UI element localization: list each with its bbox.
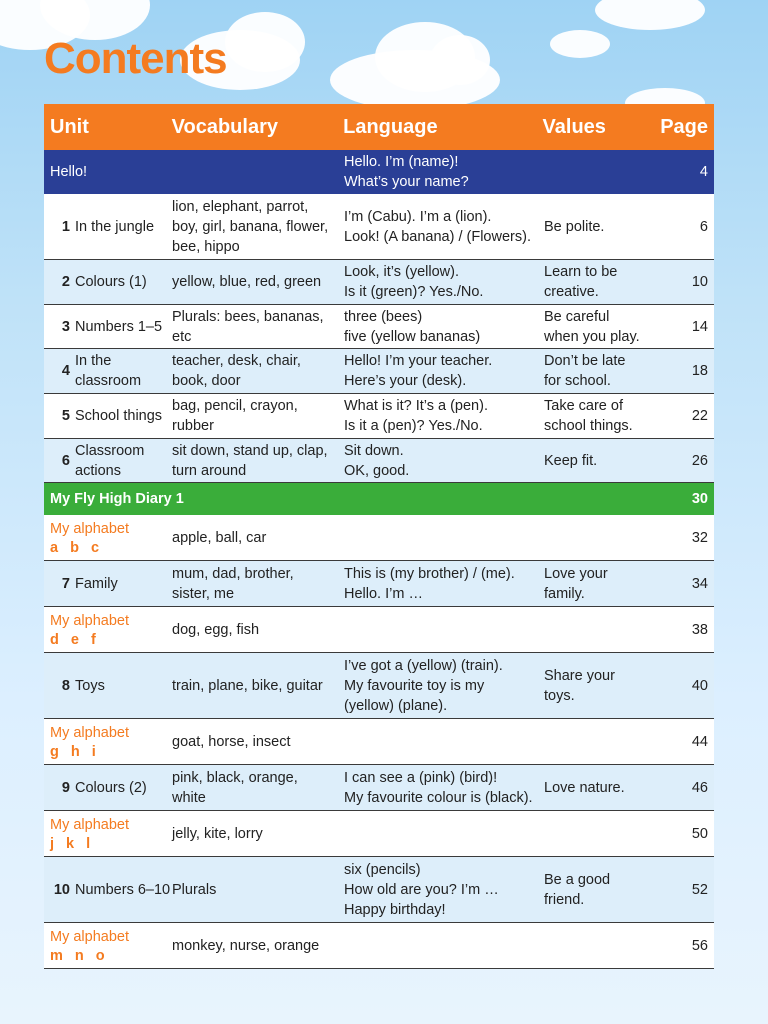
language-cell: six (pencils) How old are you? I’m … Happy birthday!	[344, 861, 499, 918]
unit-name: Colours (2)	[75, 779, 147, 796]
vocabulary-cell: teacher, desk, chair, book, door	[172, 353, 301, 389]
vocabulary-cell: goat, horse, insect	[172, 733, 291, 750]
alphabet-label: My alphabet	[50, 928, 129, 945]
language-cell: This is (my brother) / (me). Hello. I’m …	[344, 565, 515, 602]
page-number: 38	[691, 621, 708, 638]
header-vocabulary: Vocabulary	[171, 115, 278, 138]
unit-name: Hello!	[50, 164, 88, 180]
alphabet-label: My alphabet	[50, 724, 129, 741]
unit-name: In the classroom	[75, 353, 142, 389]
unit-cell	[44, 351, 172, 391]
values-cell: Love your family.	[544, 565, 608, 602]
unit-number: 6	[61, 452, 70, 469]
values-cell: Take care of school things.	[544, 398, 633, 434]
vocabulary-cell: monkey, nurse, orange	[172, 937, 320, 954]
values-cell: Be a good friend.	[544, 871, 611, 908]
unit-number: 9	[61, 779, 70, 796]
page-number: 40	[691, 677, 708, 694]
values-cell: Don’t be late for school.	[544, 353, 626, 389]
table-row	[44, 394, 714, 439]
alphabet-label: My alphabet	[50, 612, 129, 629]
alphabet-label: My alphabet	[50, 816, 129, 833]
language-cell: I’ve got a (yellow) (train). My favourite toy is my (yellow) (plane).	[344, 657, 503, 714]
unit-cell	[44, 217, 172, 237]
page-number: 26	[691, 452, 708, 469]
alphabet-letters: g h i	[50, 743, 100, 760]
values-cell: Be polite.	[544, 218, 605, 235]
vocabulary-cell: mum, dad, brother, sister, me	[172, 565, 294, 602]
unit-cell	[44, 927, 172, 965]
page-number: 6	[699, 218, 708, 235]
alphabet-letters: a b c	[50, 539, 104, 556]
unit-name: School things	[75, 408, 163, 424]
unit-number: 3	[61, 318, 70, 335]
table-row	[44, 349, 714, 394]
vocabulary-cell: train, plane, bike, guitar	[172, 677, 323, 694]
vocabulary-cell: sit down, stand up, clap, turn around	[172, 442, 328, 479]
header-page: Page	[660, 115, 708, 138]
unit-name: In the jungle	[75, 218, 155, 235]
table-row	[44, 653, 714, 719]
cloud	[430, 35, 490, 85]
table-row	[44, 765, 714, 811]
values-cell: Share your toys.	[544, 667, 615, 704]
alphabet-letters: d e f	[50, 631, 100, 648]
table-row	[44, 439, 714, 483]
table-row	[44, 260, 714, 305]
alphabet-letters: m n o	[50, 947, 109, 964]
unit-cell	[44, 406, 172, 426]
cloud	[550, 30, 610, 58]
vocabulary-cell: dog, egg, fish	[172, 621, 260, 638]
unit-number: 10	[53, 881, 70, 898]
language-cell: I can see a (pink) (bird)! My favourite colour is (black).	[344, 769, 533, 806]
table-row	[44, 194, 714, 260]
unit-number: 5	[61, 408, 70, 424]
vocabulary-cell: Plurals: bees, bananas, etc	[172, 308, 324, 345]
page-number: 22	[691, 408, 708, 424]
vocabulary-cell: apple, ball, car	[172, 529, 267, 546]
language-cell: Sit down. OK, good.	[344, 442, 410, 479]
unit-cell	[44, 676, 172, 696]
header-language: Language	[343, 115, 438, 138]
header-values: Values	[542, 115, 606, 138]
unit-number: 1	[61, 218, 70, 235]
table-row	[44, 857, 714, 923]
vocabulary-cell: pink, black, orange, white	[172, 769, 298, 806]
vocabulary-cell: bag, pencil, crayon, rubber	[172, 398, 298, 434]
unit-cell	[44, 441, 172, 481]
table-row	[44, 305, 714, 349]
table-row	[44, 607, 714, 653]
values-cell: Learn to be creative.	[544, 264, 618, 300]
page-number: 44	[691, 733, 708, 750]
vocabulary-cell: Plurals	[172, 881, 217, 898]
table-row	[44, 719, 714, 765]
page-number: 50	[691, 825, 708, 842]
page-number: 34	[691, 575, 708, 592]
diary-title: My Fly High Diary 1	[50, 491, 184, 507]
unit-number: 7	[61, 575, 70, 592]
page-number: 32	[691, 529, 708, 546]
table-row	[44, 561, 714, 607]
page-number: 18	[691, 363, 708, 379]
cloud	[595, 0, 705, 30]
values-cell: Be careful when you play.	[544, 308, 640, 345]
contents-table	[44, 104, 714, 969]
unit-cell	[44, 880, 172, 900]
alphabet-label: My alphabet	[50, 520, 129, 537]
table-row	[44, 515, 714, 561]
page-number: 10	[691, 274, 708, 290]
unit-number: 4	[61, 363, 70, 379]
unit-cell	[44, 723, 172, 761]
language-cell: three (bees) five (yellow bananas)	[344, 308, 481, 345]
page-number: 4	[699, 164, 708, 180]
unit-cell	[44, 519, 172, 557]
unit-cell	[44, 815, 172, 853]
unit-number: 2	[61, 274, 70, 290]
language-cell: What is it? It’s a (pen). Is it a (pen)? Yes./No.	[344, 398, 488, 434]
unit-name: Colours (1)	[75, 274, 147, 290]
unit-cell	[44, 574, 172, 594]
table-row	[44, 483, 714, 515]
language-cell: Look, it’s (yellow). Is it (green)? Yes./No.	[344, 264, 484, 300]
page-title: Contents	[44, 34, 227, 83]
vocabulary-cell: jelly, kite, lorry	[172, 825, 263, 842]
header-unit: Unit	[50, 115, 89, 138]
unit-cell	[44, 317, 172, 337]
unit-name: Classroom actions	[75, 442, 145, 479]
language-cell: Hello. I’m (name)! What’s your name?	[344, 154, 469, 190]
language-cell: Hello! I’m your teacher. Here’s your (desk).	[344, 353, 493, 389]
page-number: 30	[691, 491, 708, 507]
unit-name: Family	[75, 575, 118, 592]
language-cell: I’m (Cabu). I’m a (lion). Look! (A banana) / (Flowers).	[344, 208, 531, 245]
page-number: 52	[691, 881, 708, 898]
unit-cell	[44, 611, 172, 649]
page-number: 14	[691, 318, 708, 335]
alphabet-letters: j k l	[50, 835, 95, 852]
vocabulary-cell: yellow, blue, red, green	[172, 274, 322, 290]
unit-cell	[44, 272, 172, 292]
table-header	[44, 104, 714, 150]
values-cell: Love nature.	[544, 779, 625, 796]
table-row	[44, 923, 714, 969]
values-cell: Keep fit.	[544, 452, 598, 469]
table-row	[44, 150, 714, 194]
page-number: 46	[691, 779, 708, 796]
unit-cell	[44, 778, 172, 798]
unit-name: Toys	[75, 677, 105, 694]
table-row	[44, 811, 714, 857]
unit-name: Numbers 6–10	[75, 881, 171, 898]
vocabulary-cell: lion, elephant, parrot, boy, girl, banana, flower, bee, hippo	[172, 198, 329, 255]
cloud	[225, 12, 305, 72]
unit-name: Numbers 1–5	[75, 318, 163, 335]
unit-number: 8	[61, 677, 70, 694]
page-number: 56	[691, 937, 708, 954]
